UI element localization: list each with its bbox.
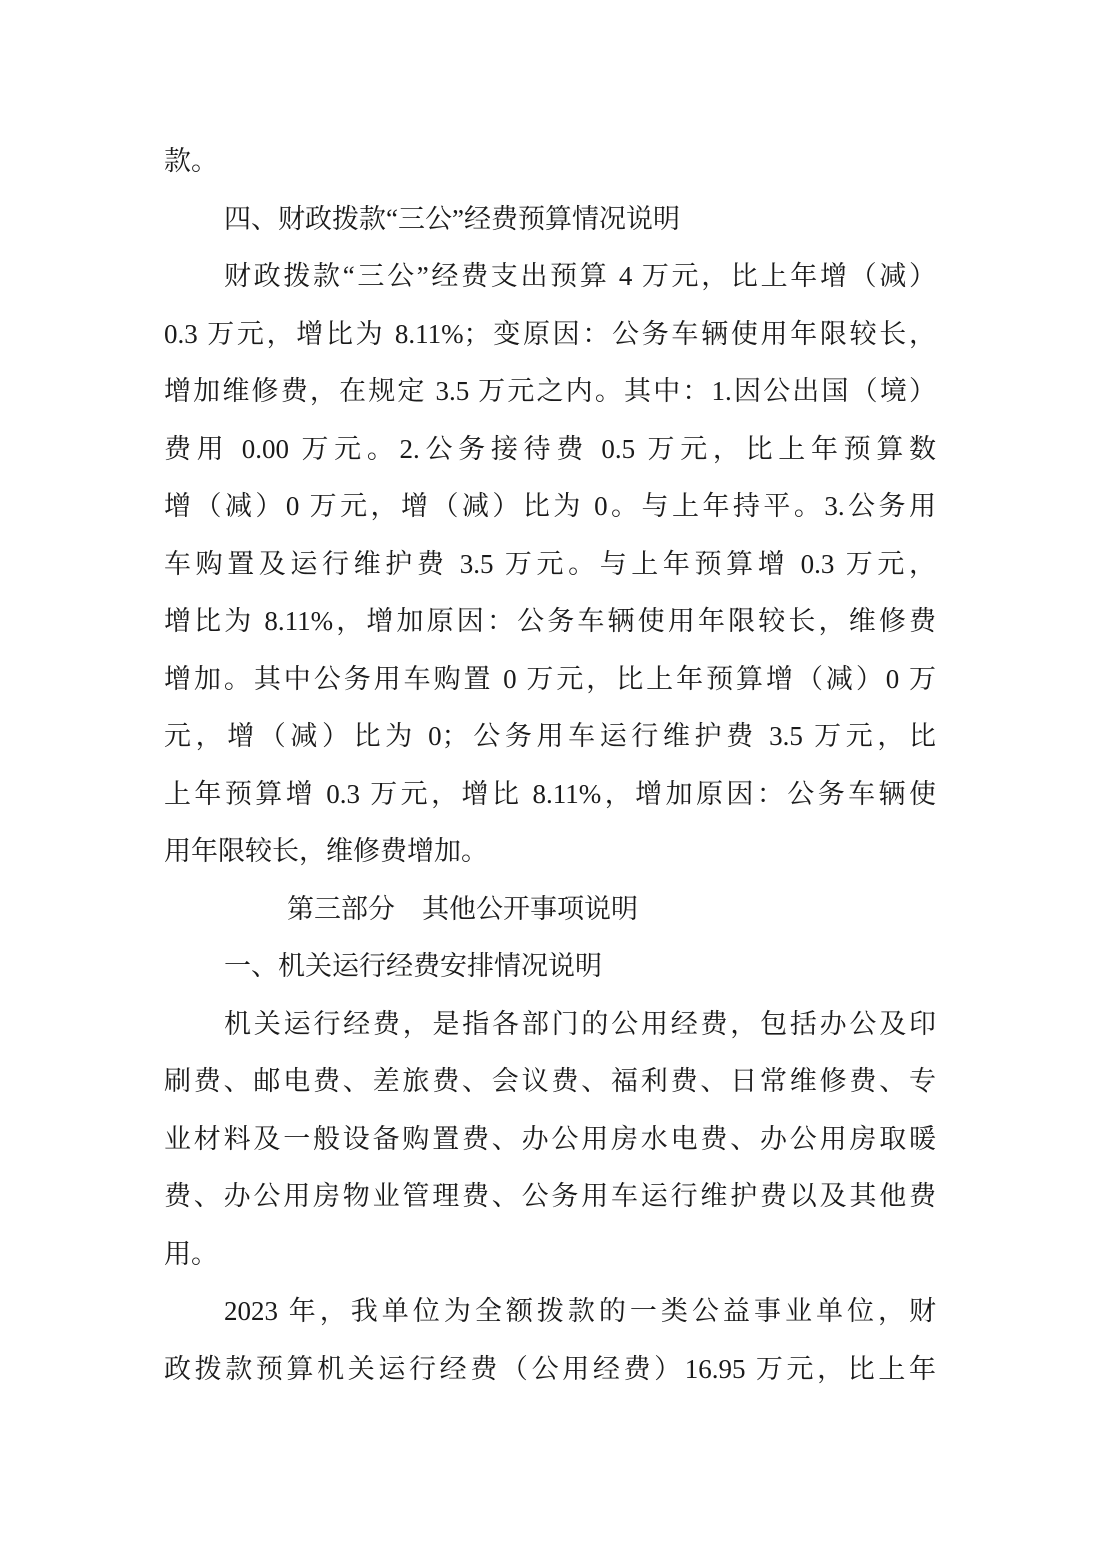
paragraph-line: 财政拨款“三公”经费支出预算 4 万元，比上年增（减） [224, 261, 936, 291]
paragraph-line: 刷费、邮电费、差旅费、会议费、福利费、日常维修费、专 [164, 1066, 936, 1096]
paragraph-line: 机关运行经费，是指各部门的公用经费，包括办公及印 [224, 1008, 936, 1039]
paragraph-line: 政拨款预算机关运行经费（公用经费）16.95 万元，比上年 [164, 1353, 936, 1384]
paragraph-line: 元，增（减）比为 0；公务用车运行维护费 3.5 万元，比 [164, 721, 936, 751]
paragraph-line: 增加维修费，在规定 3.5 万元之内。其中：1.因公出国（境） [164, 376, 936, 406]
heading-section-one: 一、机关运行经费安排情况说明 [224, 951, 602, 981]
paragraph-line: 车购置及运行维护费 3.5 万元。与上年预算增 0.3 万元， [164, 548, 936, 579]
paragraph-line: 费、办公用房物业管理费、公务用车运行维护费以及其他费 [164, 1181, 936, 1211]
paragraph-line: 业材料及一般设备购置费、办公用房水电费、办公用房取暖 [164, 1123, 936, 1154]
paragraph-continuation-line: 款。 [164, 146, 218, 176]
paragraph-end-line: 用年限较长，维修费增加。 [164, 836, 488, 866]
paragraph-line: 上年预算增 0.3 万元，增比 8.11%，增加原因：公务车辆使 [164, 778, 936, 809]
paragraph-line: 0.3 万元，增比为 8.11%；变原因：公务车辆使用年限较长， [164, 318, 936, 349]
paragraph-line: 增比为 8.11%，增加原因：公务车辆使用年限较长，维修费 [164, 606, 936, 636]
paragraph-line: 费用 0.00 万元。2.公务接待费 0.5 万元，比上年预算数 [164, 433, 936, 464]
paragraph-line: 2023 年，我单位为全额拨款的一类公益事业单位，财 [224, 1296, 936, 1326]
paragraph-line: 增加。其中公务用车购置 0 万元，比上年预算增（减）0 万 [164, 663, 936, 694]
paragraph-end-line: 用。 [164, 1238, 218, 1269]
heading-section-four: 四、财政拨款“三公”经费预算情况说明 [224, 203, 680, 234]
document-body [164, 133, 936, 1398]
heading-part-three: 第三部分 其他公开事项说明 [287, 893, 638, 924]
paragraph-line: 增（减）0 万元，增（减）比为 0。与上年持平。3.公务用 [164, 491, 936, 521]
